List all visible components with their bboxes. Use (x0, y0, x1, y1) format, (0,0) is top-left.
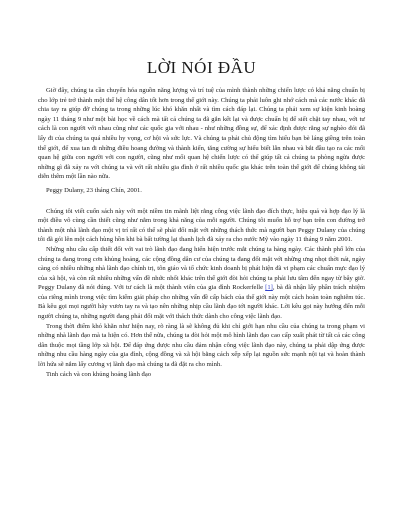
preface-paragraph: Giờ đây, chúng ta cần chuyển hóa nguồn năng lượng và trí tuệ của mình thành những chiến lược có khả năng chuẩn bị cho lớp trẻ trở thành một thế hệ công dân tốt hơn trong thế giới này. Chúng ta phải luôn ghi nhớ cách mà các nước khác đã chia tay ra giúp đỡ chúng ta trong những lúc khó khăn nhất và tìm cách đáp lại. Chúng ta phải xem sự kiện kinh hoàng ngày 11 tháng 9 như một bài học về cách mà tất cả chúng ta đã gắn kết lại và được chuẩn bị để siết chặt tay nhau, với tư cách là con người với nhau cũng như các quốc gia với nhau - như những đồng sự, để xác định được rằng sự nghèo đói đã lấy đi của chúng ta quá nhiều hy vọng, cơ hội và sức lực. Và chúng ta phải chủ động tìm hiểu bạn bè láng giềng trên toàn thế giới, để xua tan đi những điều hoang đường và thành kiến, tăng cường sự hiểu biết lẫn nhau và bắt đầu tạo ra các mối quan hệ giữa con người với con người, cũng như mối quan hệ chiến lược có thể giúp tất cả chúng ta phòng ngừa được những gì đã xảy ra với chúng ta và với rất nhiều gia đình ở rất nhiều quốc gia khác trên toàn thế giới để chúng không tái diễn thêm một lần nào nữa. (38, 87, 365, 181)
signature-line: Peggy Dulany, 23 tháng Chín, 2001. (46, 186, 142, 194)
body-paragraph-2 (38, 245, 365, 322)
body-paragraph-3: Trong thời điểm khó khăn như hiện nay, rõ ràng là sẽ không đủ khi chỉ giới hạn nhu cầu của chúng ta trong phạm vi những nhà lãnh đạo mà ta hiện có. Hơn thế nữa, chúng ta đòi hỏi một mô hình lãnh đạo cao cấp xuất phát từ tất cả các công dân thuộc mọi tầng lớp xã hội. Để đáp ứng được nhu cầu đảm nhận công việc lãnh đạo này, chúng ta phải dập ứng được những nhu cầu hàng ngày của gia đình, cộng đồng và xã hội bằng cách xếp xếp lại nguồn sức mạnh nội tại và hoàn thành lời hứa sẽ nắm lấy cương vị lãnh đạo mà chúng ta đã đặt ra cho mình. (38, 322, 365, 369)
body-paragraph-2-text: Những nhu cầu cấp thiết đối với vai trò lãnh đạo đang hiển hiện trước mắt chúng ta hàng ngày. Các thành phố lớn của chúng ta đang trong cơn khủng hoảng, các cộng đồng dân cư của chúng ta đang đối mặt với những ưng nhọt thời nát, ngày càng có nhiều những nhà lãnh đạo chính trị, tôn giáo và tổ chức kinh doanh bị phát hiện đã vi phạm các chuẩn mực đạo lý của xã hội, và còn rất nhiều những vấn đề nhức nhối khác trên thế giới đòi hỏi chúng ta phải lưu tâm đến ngay từ bây giờ. Peggy Dulany đã nói đúng. Với tư cách là một thành viên của gia đình Rockerfelle (38, 245, 365, 292)
page-title: LỜI NÓI ĐẦU (146, 58, 257, 77)
body-paragraph-2-continuation: , bà đã nhận lấy phần trách nhiệm của riêng mình trong việc tìm kiếm giải pháp cho những vấn đề cấp bách của thế giới này một cách hoàn toàn nghiêm túc. Bà kêu gọi mọi người hãy vươn tay ra và tạo nên những nhịp cầu lãnh đạo tới người khác. Lời kêu gọi này hướng đến mỗi người chúng ta, những người đang phải đối mặt với thách thức dành cho công việc lãnh đạo. (38, 284, 365, 321)
body-paragraph-1: Chúng tôi viết cuốn sách này với một niềm tin mãnh liệt rằng công việc lãnh đạo đích thực, hiệu quả và hợp đạo lý là một điều vô cùng cần thiết cũng như nằm trong khả năng của mỗi người. Chúng tôi muốn hỗ trợ bạn trên con đường trở thành một nhà lãnh đạo một vị trí rất có thể sẽ phải đối mặt với những thách thức mà người bạn Peggy Dulany của chúng tôi đã gói lên một cách hùng hồn khi bà bất tường lại thanh lịch đã xảy ra cho nước Mỹ vào ngày 11 tháng 9 năm 2001. (38, 207, 365, 244)
section-heading-text: Tinh cách và con khủng hoảng lãnh đạo (46, 370, 152, 378)
footnote-reference-link[interactable]: [1] (265, 284, 273, 292)
